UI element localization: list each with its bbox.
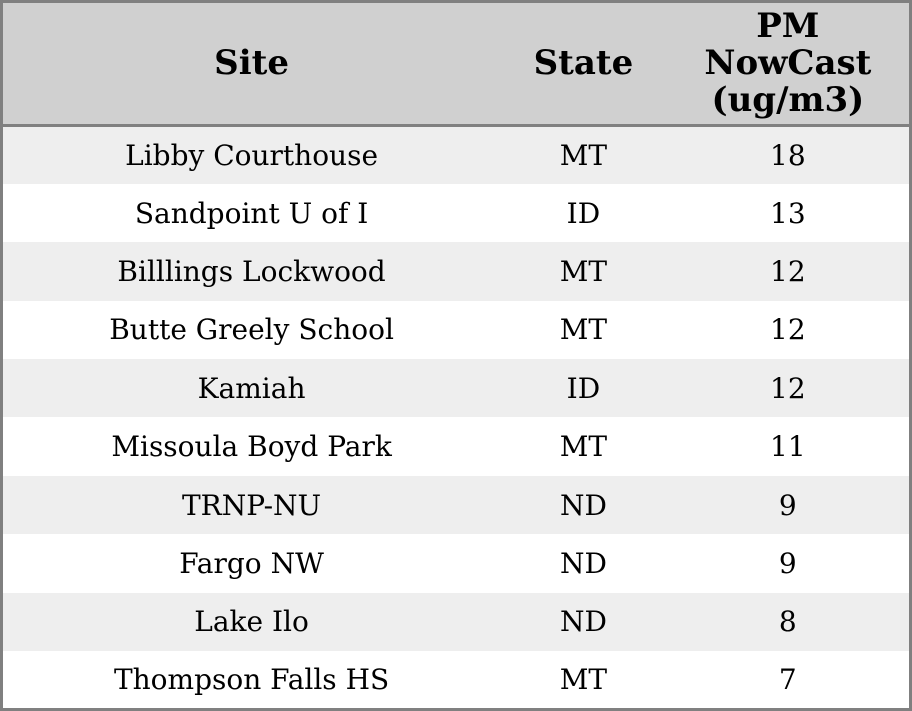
pm-cell: 13 <box>770 196 806 230</box>
site-cell: Lake Ilo <box>194 605 309 639</box>
pm-cell: 9 <box>778 546 797 580</box>
table-row <box>2 184 911 242</box>
site-cell: Libby Courthouse <box>125 138 379 172</box>
site-cell: Kamiah <box>197 371 306 405</box>
site-cell: Fargo NW <box>179 546 324 580</box>
pm-cell: 8 <box>778 605 797 639</box>
table-body <box>2 126 911 710</box>
state-cell: ID <box>566 371 601 405</box>
pm-cell: 12 <box>770 371 806 405</box>
state-cell: MT <box>559 138 608 172</box>
site-cell: Thompson Falls HS <box>113 663 390 696</box>
pm-cell: 12 <box>770 254 806 288</box>
table-header <box>2 2 911 126</box>
column-header-pm-nowcast: PM NowCast (ug/m3) <box>667 2 911 126</box>
table-row <box>2 126 911 184</box>
table-row <box>2 593 911 651</box>
state-cell: MT <box>559 313 608 347</box>
column-header-state: State <box>500 2 667 126</box>
site-cell: Billlings Lockwood <box>117 254 386 288</box>
table-row <box>2 534 911 592</box>
pm-cell: 9 <box>778 488 797 522</box>
table-row <box>2 301 911 359</box>
site-cell: Missoula Boyd Park <box>111 430 392 464</box>
state-cell: MT <box>559 254 608 288</box>
column-header-site: Site <box>2 2 501 126</box>
site-cell: TRNP-NU <box>182 488 322 522</box>
state-cell: ND <box>559 488 607 522</box>
table-row <box>2 359 911 417</box>
state-cell: ID <box>566 196 601 230</box>
pm-cell: 7 <box>778 663 797 696</box>
state-cell: MT <box>559 663 608 696</box>
pm-cell: 18 <box>770 138 806 172</box>
table-row <box>2 651 911 709</box>
state-cell: ND <box>559 605 607 639</box>
table-row <box>2 417 911 475</box>
header-row <box>2 2 911 126</box>
pm-cell: 11 <box>770 430 806 464</box>
site-cell: Butte Greely School <box>109 313 394 347</box>
site-cell: Sandpoint U of I <box>134 196 369 230</box>
table-row <box>2 242 911 300</box>
table-row <box>2 476 911 534</box>
state-cell: ND <box>559 546 607 580</box>
state-cell: MT <box>559 430 608 464</box>
pm-cell: 12 <box>770 313 806 347</box>
